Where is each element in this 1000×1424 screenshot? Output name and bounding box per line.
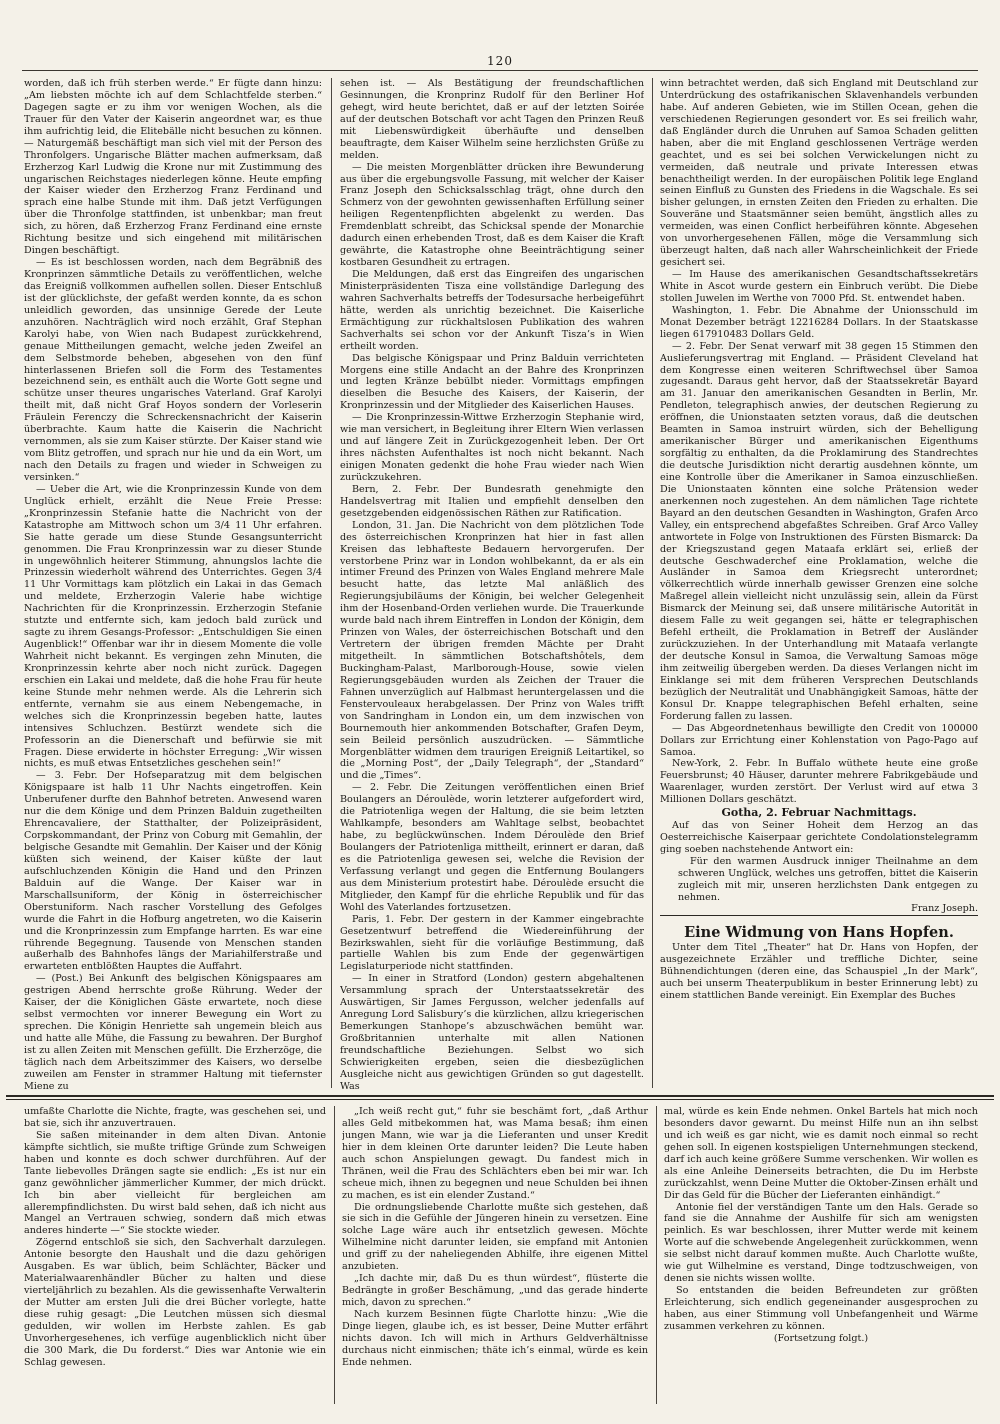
feuilleton-rule-thin: [6, 1099, 994, 1100]
feuilleton-3-paragraph-3: So entstanden die beiden Befreundeten zur größten Erleichterung, sich endlich gegeneinander ausgesprochen zu haben, aus einer Stimmung voll Unbefangenheit und Wärme zusammen verkehren zu können.: [664, 1285, 978, 1332]
feuilleton-column-1: [24, 1106, 326, 1406]
column-2-paragraph-1: sehen ist. — Als Bestätigung der freundschaftlichen Gesinnungen, die Kronprinz Rudolf für den Berliner Hof gehegt, wird heute berichtet, daß er auf der letzten Soirée auf der deutschen Botschaft vor acht Tagen den Prinzen Reuß mit Liebenswürdigkeit überhäufte und denselben beauftragte, dem Kaiser Wilhelm seine herzlichsten Grüße zu melden.: [340, 78, 644, 161]
feuilleton-3-paragraph-1: mal, würde es kein Ende nehmen. Onkel Bartels hat mich noch besonders davor gewarnt. Du meinst Hilfe nun an ihn selbst und ich weiß es gar nicht, wie es damit noch einmal so recht gehen soll. In eigenen kostspieligen Unternehmungen steckend, darf ich auch keine größere Summe verschenken. Wir wollen es als eine Anleihe Deinerseits betrachten, die Du im Herbste zurückzahlst, wenn Deine Mutter die Oktober-Zinsen erhält und Dir das Geld für die Bücher der Lieferanten einhändigt.“: [664, 1106, 978, 1201]
feuilleton-3-paragraph-2: Antonie fiel der verständigen Tante um den Hals. Gerade so fand sie die Annahme der Aushilfe für sich am wenigsten peinlich. Es war beschlossen, ihrer Mutter werde mit keinem Worte auf die schwebende Angelegenheit zurückkommen, wenn sie selbst nicht darauf kommen mußte. Auch Charlotte wußte, wie gut Wilhelmine es verstand, Dinge todtzuschweigen, von denen sie nichts wissen wollte.: [664, 1201, 978, 1285]
column-1-paragraph-4: — 3. Febr. Der Hofseparatzug mit dem belgischen Königspaare ist halb 11 Uhr Nachts eingetroffen. Kein Unberufener durfte den Bahnhof betreten. Anwesend waren nur die dem Könige und dem Prinzen Balduin zugetheilten Ehrencavaliere, der Statthalter, der Polizeipräsident, Corpskommandant, der Prinz von Coburg mit Gemahlin, der belgische Gesandte mit Gemahlin. Der Kaiser und der König küßten sich weinend, der Kaiser küßte der laut aufschluchzenden Königin die Hand und den Prinzen Balduin auf die Wange. Der Kaiser war in Marschallsuniform, der König in österreichischer Oberstuniform. Nach rascher Vorstellung des Gefolges wurde die Fahrt in die Hofburg angetreten, wo die Kaiserin und die Kronprinzessin zum Empfange harrten. Es war eine rührende Begegnung. Tausende von Menschen standen außerhalb des Bahnhofes längs der Mariahilferstraße und erwarteten entblößten Hauptes die Auffahrt.: [24, 770, 322, 973]
column-1-paragraph-5: — (Post.) Bei Ankunft des belgischen Königspaares am gestrigen Abend herrschte große Rührung. Weder der Kaiser, der die Königlichen Gäste erwartete, noch diese selbst vermochten vor innerer Bewegung ein Wort zu sprechen. Die Königin Henriette sah ungemein bleich aus und hatte alle Mühe, die Fassung zu bewahren. Der Burghof ist zu allen Zeiten mit Menschen gefüllt. Die Erzherzöge, die täglich nach dem Arbeitszimmer des Kaisers, wo derselbe zuweilen am Fenster in strammer Haltung mit tiefernster Miene zu: [24, 973, 322, 1090]
feuilleton-1-paragraph-3: Zögernd entschloß sie sich, den Sachverhalt darzulegen. Antonie besorgte den Haushalt und die dazu gehörigen Ausgaben. Es war üblich, beim Schlächter, Bäcker und Materialwaarenhändler Bücher zu halten und diese vierteljährlich zu bezahlen. Als die gewissenhafte Verwalterin der Mutter am ersten Juli die drei Bücher vorlegte, hatte diese ruhig gesagt: „Die Leutchen müssen sich diesmal gedulden, wir wollen im Herbste zahlen. Es gab Unvorhergesehenes, ich verfüge augenblicklich nicht über die 300 Mark, die Du forderst.“ Dies war Antonie wie ein Schlag gewesen.: [24, 1237, 326, 1368]
column-3-paragraph-washington: Washington, 1. Febr. Die Abnahme der Unionsschuld im Monat Dezember beträgt 12216284 Dollars. In der Staatskasse liegen 617910483 Dollars Geld.: [660, 304, 978, 340]
continuation-note: (Fortsetzung folgt.): [773, 1332, 869, 1344]
feuilleton-rule: [6, 1095, 994, 1097]
column-2-paragraph-5: — Die Kronprinzessin-Wittwe Erzherzogin Stephanie wird, wie man versichert, in Begleitung ihrer Eltern Wien verlassen und auf längere Zeit in Zurückgezogenheit leben. Der Ort ihres nächsten Aufenthaltes ist noch nicht bekannt. Nach einigen Monaten gedenkt die hohe Frau wieder nach Wien zurückzukehren.: [340, 412, 644, 483]
feuilleton-1-paragraph-1: umfaßte Charlotte die Nichte, fragte, was geschehen sei, und bat sie, sich ihr anzuvertrauen.: [24, 1106, 326, 1129]
article-column-1: [24, 78, 322, 1090]
column-divider-1: [331, 78, 332, 1088]
column-1-paragraph-1: worden, daß ich früh sterben werde.“ Er fügte dann hinzu: „Am liebsten möchte ich auf dem Schlachtfelde sterben.“ Dagegen sagte er zu ihm vor wenigen Wochen, als die Trauer für den Vater der Kaiserin angeordnet war, es thue ihm aufrichtig leid, die Elitebälle nicht besuchen zu können. — Naturgemäß beschäftigt man sich viel mit der Person des Thronfolgers. Ungarische Blätter machen aufmerksam, daß Erzherzog Karl Ludwig die Krone nur mit Zustimmung des ungarischen Reichstages niederlegen könne. Heute empfing der Kaiser wieder den Erzherzog Franz Ferdinand und sprach eine halbe Stunde mit ihm. Daß jetzt Verfügungen über die Thronfolge stattfinden, ist unbenkbar; man freut sich, zu hören, daß Erzherzog Franz Ferdinand eine ernste Richtung besitze und sich eingehend mit militärischen Dingen beschäftigt.: [24, 78, 322, 257]
feuilleton-2-paragraph-2: Die ordnungsliebende Charlotte mußte sich gestehen, daß sie sich in die Gefühle der Jüngeren hinein zu versetzen. Eine solche Lage wäre auch ihr entsetzlich gewesen. Möchte Wilhelmine nicht darunter leiden, sie empfand mit Antonien und griff zu der naheliegenden Abhilfe, ihre eigenen Mittel anzubieten.: [342, 1201, 648, 1273]
column-2-paragraph-paris: Paris, 1. Febr. Der gestern in der Kammer eingebrachte Gesetzentwurf betreffend die Wiedereinführung der Bezirkswahlen, sieht für die vorläufige Bestimmung, daß partielle Wahlen bis zum Ende der gegenwärtigen Legislaturperiode nicht stattfinden.: [340, 913, 644, 973]
header-rule: [22, 70, 978, 71]
column-3-paragraph-2: — Im Hause des amerikanischen Gesandtschaftssekretärs White in Ascot wurde gestern ein Einbruch verübt. Die Diebe stollen Juwelen im Werthe von 7000 Pfd. St. entwendet haben.: [660, 269, 978, 304]
column-1-paragraph-3: — Ueber die Art, wie die Kronprinzessin Kunde von dem Unglück erhielt, erzählt die Neue Freie Presse: „Kronprinzessin Stefanie hatte die Nachricht von der Katastrophe am Mittwoch schon um 3/4 11 Uhr erfahren. Sie hatte gerade um diese Stunde Gesangsunterricht genommen. Die Frau Kronprinzessin war zu dieser Stunde in ungewöhnlich heiterer Stimmung, ahnungslos lachte die Prinzessin wiederholt während des Unterrichtes. Gegen 3/4 11 Uhr Vormittags kam plötzlich ein Lakai in das Gemach und meldete, Erzherzogin Valerie habe wichtige Nachrichten für die Kronprinzessin. Erzherzogin Stefanie stutzte und entfernte sich, kam jedoch bald zurück und sagte zu ihrem Gesangs-Professor: „Entschuldigen Sie einen Augenblick!“ Offenbar war ihr in diesem Momente die volle Wahrheit nicht bekannt. Es vergingen zehn Minuten, die Kronprinzessin kehrte aber noch nicht zurück. Dagegen erschien ein Lakai und meldete, daß die hohe Frau für heute keine Stunde mehr nehmen werde. Als die Lehrerin sich entfernte, vernahm sie aus einem Nebengemache, in welches sich die Kronprinzessin begeben hatte, lautes intensives Schluchzen. Bestürzt wendete sich die Professorin an die Dienerschaft und befürwie sie mit Fragen. Diese erwiderte in höchster Erregung: „Wir wissen nichts, es muß etwas Entsetzliches geschehen sein!“: [24, 483, 322, 770]
widmung-heading: Eine Widmung von Hans Hopfen.: [660, 915, 978, 942]
page-number: 120: [487, 54, 513, 68]
column-1-paragraph-2: — Es ist beschlossen worden, nach dem Begräbniß des Kronprinzen sämmtliche Details zu veröffentlichen, welche das Ereigniß vollkommen aufhellen sollen. Dieser Entschluß ist der glücklichste, der gefaßt werden konnte, da es schon unleidlich geworden, das unsinnige Gerede der Leute anzuhören. Nachträglich wird noch erzählt, Graf Stephan Karolyi habe, von Wien nach Budapest zurückkehrend, genaue Mittheilungen gemacht, welche jeden Zweifel an dem Selbstmorde beheben, abgesehen von den fünf hinterlassenen Briefen soll die Form des Testamentes bezeichnend sein, es enthält auch die Worte Gott segne und schütze unser theures ungarisches Vaterland. Graf Karolyi theilt mit, daß nicht Graf Hoyos sondern der Vorleserin Fräulein Ferenczy die Schreckensnachricht der Kaiserin überbrachte. Kaum hatte die Kaiserin die Nachricht vernommen, als sie zum Kaiser stürzte. Der Kaiser stand wie vom Blitz getroffen, und sprach nur hie und da ein Wort, um nach den Details zu fragen und wieder in Schweigen zu versinken.“: [24, 257, 322, 483]
column-divider-2: [652, 78, 653, 1088]
column-2-paragraph-3: Die Meldungen, daß erst das Eingreifen des ungarischen Ministerpräsidenten Tisza eine vollständige Darlegung des wahren Sachverhalts betreffs der Todesursache herbeigeführt hätte, werden als unrichtig bezeichnet. Die Kaiserliche Ermächtigung zur rückhaltslosen Publikation des wahren Sachverhalts sei schon vor der Ankunft Tisza’s in Wien ertheilt worden.: [340, 269, 644, 352]
column-2-paragraph-london: London, 31. Jan. Die Nachricht von dem plötzlichen Tode des österreichischen Kronprinzen hat hier in fast allen Kreisen das lebhafteste Bedauern hervorgerufen. Der verstorbene Prinz war in London wohlbekannt, da er als ein intimer Freund des Prinzen von Wales England mehrere Male besucht hatte, das letzte Mal anläßlich des Regierungsjubiläums der Königin, bei welcher Gelegenheit ihm der Hosenband-Orden verliehen wurde. Die Trauerkunde wurde bald nach ihrem Eintreffen in London der Königin, dem Prinzen von Wales, der österreichischen Botschaft und den Vertretern der übrigen fremden Mächte per Draht mitgetheilt. In sämmtlichen Botschaftshôtels, dem Buckingham-Palast, Marlborough-House, sowie vielen Regierungsgebäuden wurden als Zeichen der Trauer die Fahnen unverzüglich auf Halbmast heruntergelassen und die Fenstervouleaux herabgelassen. Der Prinz von Wales trifft von Sandringham in London ein, um dem inzwischen von Bournemouth hier ankommenden Botschafter, Grafen Deym, sein Beileid persönlich auszudrücken. — Sämmtliche Morgenblätter widmen dem traurigen Ereigniß Leitartikel, so die „Morning Post“, der „Daily Telegraph“, der „Standard“ und die „Times“.: [340, 519, 644, 782]
column-3-paragraph-1: winn betrachtet werden, daß sich England mit Deutschland zur Unterdrückung des ostafrikanischen Sklavenhandels verbunden habe. Auf anderen Gebieten, wie im Stillen Ocean, gehen die verschiedenen Regierungen gesondert vor. Es sei freilich wahr, daß Engländer durch die Unruhen auf Samoa Schaden gelitten haben, aber die mit England geschlossenen Verträge werden geachtet, und es sei bei solchen Verwickelungen nicht zu vermeiden, daß neutrale und private Interessen etwas benachtheiligt werden. In der europäischen Politik lege England seinen Einfluß zu Gunsten des Friedens in die Wagschale. Es sei bisher gelungen, in ernsten Zeiten den Frieden zu erhalten. Die Souveräne und Staatsmänner seien bemüht, ängstlich alles zu vermeiden, was einen Conflict herbeiführen könnte. Abgesehen von unvorhergesehenen Fällen, möge die Versammlung sich überzeugt halten, daß nach aller Wahrscheinlichkeit der Friede gesichert sei.: [660, 78, 978, 269]
column-3-paragraph-5: — Das Abgeordnetenhaus bewilligte den Credit von 100000 Dollars zur Errichtung einer Kohlenstation von Pago-Pago auf Samoa.: [660, 722, 978, 758]
gotha-signature: Franz Joseph.: [911, 903, 978, 915]
article-column-2: [340, 78, 644, 1090]
feuilleton-divider-2: [656, 1106, 657, 1404]
feuilleton-2-paragraph-3: „Ich dachte mir, daß Du es thun würdest“, flüsterte die Bedrängte in großer Beschämung, „und das gerade hinderte mich, davon zu sprechen.“: [342, 1273, 648, 1308]
column-3-paragraph-new-york: New-York, 2. Febr. In Buffalo wüthete heute eine große Feuersbrunst; 40 Häuser, darunter mehrere Fabrikgebäude und Waarenlager, wurden zerstört. Der Verlust wird auf etwa 3 Millionen Dollars geschätzt.: [660, 758, 978, 806]
feuilleton-column-2: [342, 1106, 648, 1406]
column-2-paragraph-10: — In einer in Stratford (London) gestern abgehaltenen Versammlung sprach der Unterstaatssekretär des Auswärtigen, Sir James Fergusson, welcher jedenfalls auf Anregung Lord Salisbury’s die kürzlichen, allzu kriegerischen Bemerkungen Stanhope’s abzuschwächen bemüht war. Großbritannien unterhalte mit allen Nationen freundschaftliche Beziehungen. Selbst wo sich Schwierigkeiten ergeben, seien die diesbezüglichen Ausgleiche nicht aus gewichtigen Gründen so gut dagestellt. Was: [340, 973, 644, 1090]
widmung-text: Unter dem Titel „Theater“ hat Dr. Hans von Hopfen, der ausgezeichnete Erzähler und treffliche Dichter, seine Bühnendichtungen (deren eine, das Schauspiel „In der Mark“, auch bei unserm Theaterpublikum in bester Erinnerung lebt) zu einem stattlichen Bande vereinigt. Ein Exemplar des Buches: [660, 942, 978, 1002]
article-column-3: [660, 78, 978, 1090]
gotha-heading: Gotha, 2. Februar Nachmittags.: [721, 806, 917, 820]
column-2-paragraph-bern: Bern, 2. Febr. Der Bundesrath genehmigte den Handelsvertrag mit Italien und empfiehlt denselben den gesetzgebenden eidgenössischen Räthen zur Ratification.: [340, 483, 644, 519]
column-3-paragraph-4: — 2. Febr. Der Senat verwarf mit 38 gegen 15 Stimmen den Auslieferungsvertrag mit England. — Präsident Cleveland hat dem Kongresse einen weiteren Schriftwechsel über Samoa zugesandt. Daraus geht hervor, daß der Staatssekretär Bayard am 31. Januar den amerikanischen Gesandten in Berlin, Mr. Pendleton, telegraphisch anwies, der deutschen Regierung zu eröffnen, die Unionstaaten setzten voraus, daß die deutschen Beamten in Samoa instruirt würden, sich der Behelligung amerikanischer Bürger und amerikanischen Eigenthums sorgfältig zu enthalten, da die Proklamirung des Standrechtes die deutsche Jurisdiktion nicht derartig ausdehnen könnte, um eine Kontrolle über die Amerikaner in Samoa einzuschließen. Die Unionstaaten könnten eine solche Prätension weder anerkennen noch zugestehen. An dem nämlichen Tage richtete Bayard an den deutschen Gesandten in Washington, Grafen Arco Valley, ein entsprechend abgefaßtes Schreiben. Graf Arco Valley antwortete in Folge von Instruktionen des Fürsten Bismarck: Da der Kriegszustand gegen Mataafa erklärt sei, erließ der deutsche Geschwaderchef eine Proklamation, welche die Ausländer in Samoa dem Kriegsrecht unterordnet; völkerrechtlich würde innerhalb gewisser Grenzen eine solche Maßregel allein vielleicht nicht unzulässig sein, allein da Fürst Bismarck der Meinung sei, daß unsere militärische Autorität in diesem Falle zu weit gegangen sei, hätte er telegraphischen Befehl ertheilt, die Proklamation in Betreff der Ausländer zurückzuziehen. In der Unterhandlung mit Mataafa verlangte der deutsche Konsul in Samoa, die Verwaltung Samoas möge ihm zeitweilig übergeben werden. Da dieses Verlangen nicht im Einklange sei mit dem früheren Versprechen Deutschlands bezüglich der Neutralität und Unabhängigkeit Samoas, hätte der Konsul Dr. Knappe telegraphischen Befehl erhalten, seine Forderung fallen zu lassen.: [660, 340, 978, 722]
column-2-paragraph-8: — 2. Febr. Die Zeitungen veröffentlichen einen Brief Boulangers an Déroulède, worin letzterer aufgefordert wird, die Patriotenliga wegen der Haltung, die sie beim letzten Wahlkampfe, besonders am Wahltage selbst, beobachtet habe, zu beglückwünschen. Indem Déroulède den Brief Boulangers der Patriotenliga mittheilt, erinnert er daran, daß es die Patriotenliga gewesen sei, welche die Revision der Verfassung verlangt und gegen die Entfernung Boulangers aus dem Ministerium protestirt habe. Déroulède ersucht die Mitglieder, den Kampf für die ehrliche Republik und für das Wohl des Vaterlandes fortzusetzen.: [340, 782, 644, 913]
feuilleton-divider-1: [334, 1106, 335, 1404]
feuilleton-1-paragraph-2: Sie saßen miteinander in dem alten Divan. Antonie kämpfte sichtlich, sie mußte triftige Gründe zum Schweigen haben und konnte es doch schwer durchführen. Auf der Tante liebevolles Drängen sagte sie endlich: „Es ist nur ein ganz gewöhnlicher jämmerlicher Kummer, der mich drückt. Ich bin aber vielleicht für bergleichen am allerempfindlichsten. Du wirst bald sehen, daß ich nicht aus Mangel an Vertrauen schwieg, sondern daß mich etwas anderes hinderte —“ Sie stockte wieder.: [24, 1129, 326, 1237]
feuilleton-2-paragraph-1: „Ich weiß recht gut,“ fuhr sie beschämt fort, „daß Arthur alles Geld mitbekommen hat, was Mama besaß; ihm einen jungen Mann, wie war ja die Lieferanten und unser Kredit hier in dem kleinen Orte darunter leiden? Die Leute haben auch schon Anspielungen gewagt. Du fandest mich in Thränen, weil die Frau des Schlächters eben bei mir war. Ich scheue mich, ihnen zu begegnen und neue Schulden bei ihnen zu machen, es ist ein elender Zustand.“: [342, 1106, 648, 1201]
gotha-telegram: Für den warmen Ausdruck inniger Theilnahme an dem schweren Unglück, welches uns getroffen, bittet die Kaiserin zugleich mit mir, unseren herzlichsten Dank entgegen zu nehmen.: [678, 855, 978, 903]
feuilleton-2-paragraph-4: Nach kurzem Besinnen fügte Charlotte hinzu: „Wie die Dinge liegen, glaube ich, es ist besser, Deine Mutter erfährt nichts davon. Ich will mich in Arthurs Geldverhältnisse durchaus nicht einmischen; thäte ich’s einmal, würde es kein Ende nehmen.: [342, 1308, 648, 1368]
column-2-paragraph-4: Das belgische Königspaar und Prinz Balduin verrichteten Morgens eine stille Andacht an der Bahre des Kronprinzen und legten Kränze bebülbt nieder. Vormittags empfingen dieselben die Besuche des Kaisers, der Kaiserin, der Kronprinzessin und der Mitglieder des Kaiserlichen Hauses.: [340, 352, 644, 412]
gotha-intro: Auf das von Seiner Hoheit dem Herzog an das Oesterreichische Kaiserpaar gerichtete Condolationstelegramm ging soeben nachstehende Antwort ein:: [660, 819, 978, 855]
feuilleton-column-3: [664, 1106, 978, 1406]
column-2-paragraph-2: — Die meisten Morgenblätter drücken ihre Bewunderung aus über die ergebungsvolle Fassung, mit welcher der Kaiser Franz Joseph den Schicksalsschlag trägt, ohne durch den Schmerz von der gewohnten gewissenhaften Erfüllung seiner heiligen Regentenpflichten abgelenkt zu werden. Das Fremdenblatt schreibt, das Schicksal spende der Monarchie dadurch einen erhebenden Trost, daß es dem Kaiser die Kraft gewährte, die Katastrophe ohne Beeinträchtigung seiner kostbaren Gesundheit zu ertragen.: [340, 161, 644, 269]
